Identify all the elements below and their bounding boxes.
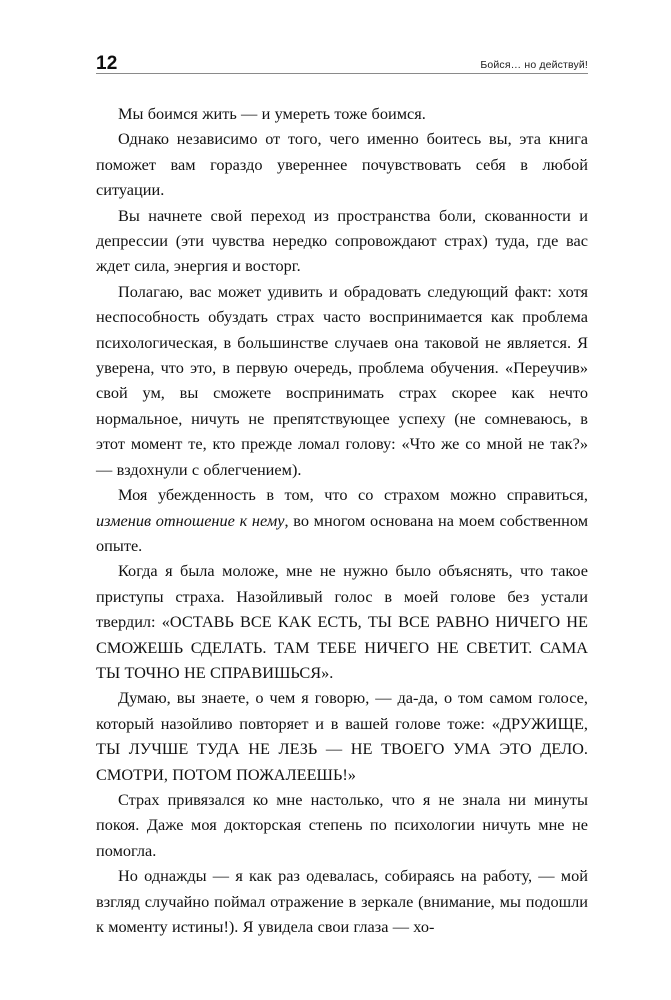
- text-run: Полагаю, вас может удивить и обрадовать следующий факт: хотя неспособность обуздать страх часто воспринимается как проблема психологическая, в большинстве случаев она таковой не является. Я уверена, что это, в первую очередь, проблема обучения. «Переучив» свой ум, вы сможете воспринимать страх скорее как нечто нормальное, ничуть не препятствующее успеху (не сомневаюсь, в этот момент те, кто прежде ломал голову: «Что же со мной не так?» — вздохнули с облегчением).: [96, 281, 588, 479]
- paragraph: [96, 685, 588, 787]
- text-run: Но однажды — я как раз одевалась, собираясь на работу, — мой взгляд случайно поймал отражение в зеркале (внимание, мы подошли к моменту истины!). Я увидела свои глаза — хо-: [96, 866, 588, 936]
- body-text-column: [96, 101, 588, 939]
- text-run: Думаю, вы знаете, о чем я говорю, — да-да, о том самом голосе, который назойливо повторяет и в вашей голове тоже:: [96, 688, 588, 733]
- header-divider: [96, 73, 588, 74]
- paragraph: [96, 863, 588, 939]
- running-title: Бойся… но действуй!: [480, 59, 588, 71]
- page-number: 12: [96, 53, 118, 74]
- paragraph: [96, 126, 588, 202]
- emphasis-text: изменив отношение к нему: [96, 510, 285, 530]
- text-run: Однако независимо от того, чего именно боитесь вы, эта книга поможет вам гораздо увереннее почувствовать себя в любой ситуации.: [96, 129, 588, 200]
- paragraph: [96, 482, 588, 558]
- text-run: Мы боимся жить — и умереть тоже боимся.: [118, 104, 426, 123]
- text-run: Страх привязался ко мне настолько, что я не знала ни минуты покоя. Даже моя докторская степень по психологии ничуть мне не помогла.: [96, 789, 588, 860]
- text-run: Вы начнете свой переход из пространства боли, скованности и депрессии (эти чувства нередко сопровождают страх) туда, где вас ждет сила, энергия и восторг.: [96, 205, 588, 276]
- running-head: [96, 46, 588, 74]
- text-run: Когда я была моложе, мне не нужно было объяснять, что такое приступы страха. Назойливый голос в моей голове без устали твердил:: [96, 561, 588, 632]
- paragraph: [96, 787, 588, 863]
- paragraph: [96, 279, 588, 482]
- text-run: Моя убежденность в том, что со страхом можно справиться,: [118, 485, 588, 505]
- uppercase-quote: «ОСТАВЬ ВСЕ КАК ЕСТЬ, ТЫ ВСЕ РАВНО НИЧЕГО НЕ СМОЖЕШЬ СДЕЛАТЬ. ТАМ ТЕБЕ НИЧЕГО НЕ СВЕТИТ. САМА ТЫ ТОЧНО НЕ СПРАВИШЬСЯ»: [96, 612, 588, 682]
- paragraph: [96, 101, 588, 126]
- text-run: , во многом основана на моем собственном опыте.: [96, 510, 589, 555]
- uppercase-quote: «ДРУЖИЩЕ, ТЫ ЛУЧШЕ ТУДА НЕ ЛЕЗЬ — НЕ ТВОЕГО УМА ЭТО ДЕЛО. СМОТРИ, ПОТОМ ПОЖАЛЕЕШЬ!»: [96, 713, 588, 784]
- text-run: .: [329, 662, 334, 682]
- paragraph: [96, 558, 588, 685]
- paragraph: [96, 203, 588, 279]
